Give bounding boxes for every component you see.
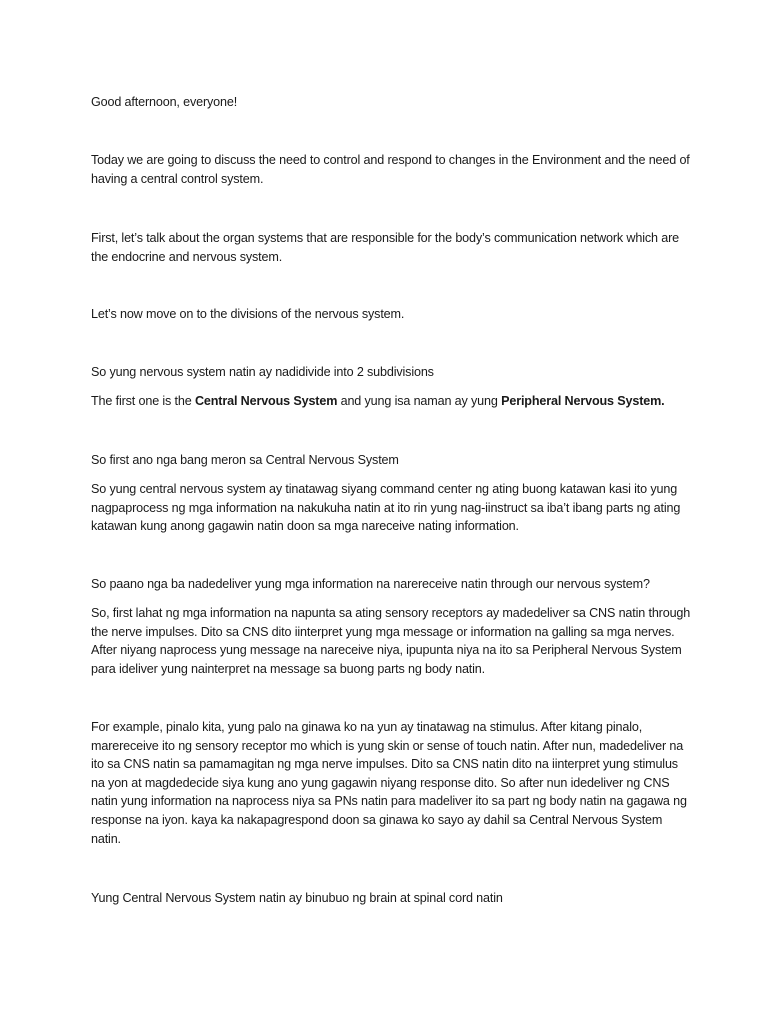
pns-term: Peripheral Nervous System. [501,394,665,408]
delivery-answer-paragraph: So, first lahat ng mga information na napunta sa ating sensory receptors ay madedeliver sa CNS natin through the nerve impulses. Dito sa CNS dito iinterpret yung mga message or information na galling sa mga nerves. After niyang naprocess yung message na nareceive niya, ipupunta niya na ito sa Peripheral Nervous System para ideliver yung nainterpret na message sa buong parts ng body natin. [91,606,691,676]
cns-description-paragraph: So yung central nervous system ay tinatawag siyang command center ng ating buong katawan kasi ito yung nagpaprocess ng mga information na nakukuha natin at ito rin yung nag-iinstruct sa iba’t ibang parts ng ating katawan kung anong gagawin natin doon sa mga nareceive nating information. [91,482,681,534]
greeting-paragraph: Good afternoon, everyone! [91,95,238,109]
question-cns-paragraph: So first ano nga bang meron sa Central Nervous System [91,453,399,467]
subdivisions-paragraph: So yung nervous system natin ay nadidivide into 2 subdivisions [91,365,434,379]
question-delivery-paragraph: So paano nga ba nadedeliver yung mga information na narereceive natin through our nervous system? [91,577,650,591]
cns-composition-paragraph: Yung Central Nervous System natin ay binubuo ng brain at spinal cord natin [91,891,503,905]
cns-term: Central Nervous System [194,394,338,408]
first-one-paragraph [91,392,691,411]
example-paragraph: For example, pinalo kita, yung palo na ginawa ko na yun ay tinatawag na stimulus. After kitang pinalo, marereceive ito ng sensory receptor mo which is yung skin or sense of touch natin. After nun, madedeliver na ito sa CNS natin sa pamamagitan ng mga nerve impulses. Dito sa CNS natin dito na iinterpret yung stimulus na yon at magdedecide siya kung ano yung gagawin niyang response dito. So after nun idedeliver ng CNS natin yung information na naprocess niya sa PNs natin para madeliver ito sa part ng body natin na gagawa ng response na iyon. kaya ka nakapagrespond doon sa ginawa ko sayo ay dahil sa Central Nervous System natin. [91,720,687,846]
first-one-prefix: The first one is the [91,394,195,408]
organ-systems-paragraph: First, let’s talk about the organ systems that are responsible for the body’s communication network which are the endocrine and nervous system. [91,231,679,264]
move-on-paragraph: Let’s now move on to the divisions of the nervous system. [91,307,405,321]
intro-paragraph: Today we are going to discuss the need to control and respond to changes in the Environment and the need of having a central control system. [91,153,690,186]
first-one-middle: and yung isa naman ay yung [337,394,502,408]
